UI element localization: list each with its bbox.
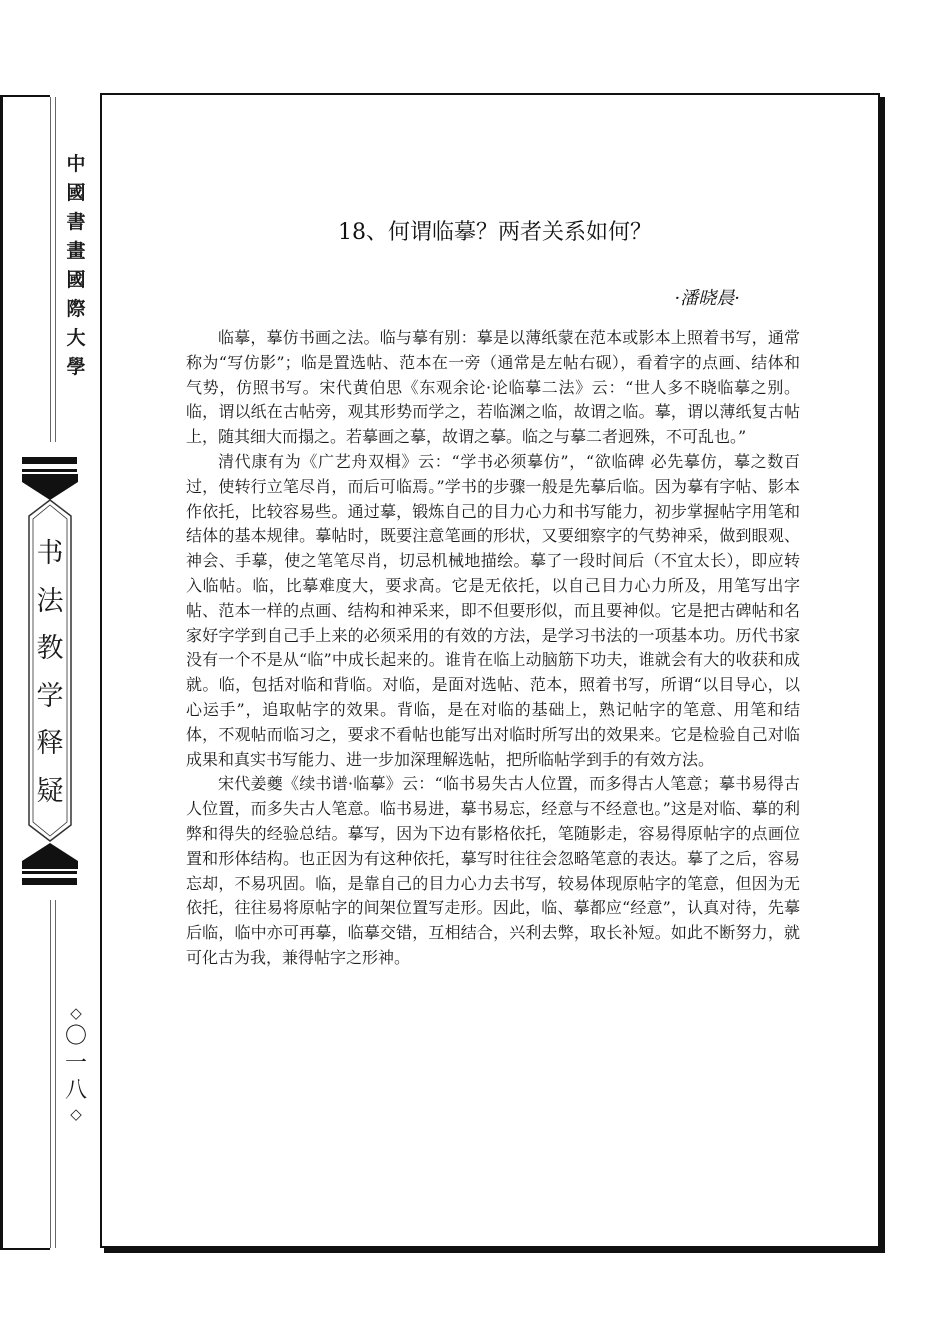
diamond-icon: ◇ [70,1105,82,1123]
series-char: 中 [66,153,86,175]
page-number [58,1003,94,1124]
outer-border-top [0,95,50,97]
article-author: ·潘晓晨· [674,288,740,309]
outer-border-left [0,95,3,1250]
series-char: 畫 [66,240,86,262]
spine-band [22,871,77,874]
article-body [186,326,800,971]
spine-band [22,469,77,472]
article-title: 18、何谓临摹？两者关系如何？ [338,220,652,245]
diamond-icon: ◇ [70,1004,82,1022]
series-char: 大 [66,327,86,349]
spine-ornament-bottom [22,843,78,869]
book-title-char: 学 [36,680,64,712]
spine-rule [55,97,56,442]
paragraph: 临摹，摹仿书画之法。临与摹有别：摹是以薄纸蒙在范本或影本上照着书写，通常称为“写仿影”；临是置选帖、范本在一旁（通常是左帖右砚），看着字的点画、结体和气势，仿照书写。宋代黄伯思《东观余论·论临摹二法》云：“世人多不晓临摹之别。临，谓以纸在古帖旁，观其形势而学之，若临渊之临，故谓之临。摹，谓以薄纸复古帖上，随其细大而搨之。若摹画之摹，故谓之摹。临之与摹二者迥殊，不可乱也。” [186,328,800,447]
series-char: 際 [66,298,86,320]
series-char: 學 [66,356,86,378]
book-title-char: 疑 [36,775,64,807]
series-char: 國 [66,269,86,291]
series-name [58,150,94,382]
book-title-char: 法 [36,585,64,617]
series-char: 書 [66,211,86,233]
outer-border-bottom [0,1248,50,1250]
book-title-char: 书 [36,538,64,569]
spine-band [22,457,77,464]
book-title [27,530,73,815]
book-title-char: 教 [36,633,64,664]
spine-rule [55,900,56,1248]
spine-ornament-top [22,474,78,500]
spine-rule [50,900,51,1248]
paragraph: 宋代姜夔《续书谱·临摹》云：“临书易失古人位置，而多得古人笔意；摹书易得古人位置，而多失古人笔意。临书易进，摹书易忘，经意与不经意也。”这是对临、摹的利弊和得失的经验总结。摹写，因为下边有影格依托，笔随影走，容易得原帖字的点画位置和形体结构。也正因为有这种依托，摹写时往往会忽略笔意的表达。摹了之后，容易忘却，不易巩固。临，是靠自己的目力心力去书写，较易体现原帖字的笔意，但因为无依托，往往易将原帖字的间架位置写走形。因此，临、摹都应“经意”，认真对待，先摹后临，临中亦可再摹，临摹交错，互相结合，兴利去弊，取长补短。如此不断努力，就可化古为我，兼得帖字之形神。 [186,774,800,967]
page-number-char: 八 [64,1078,87,1103]
page-number-char: 一 [64,1051,87,1076]
page-number-char: 〇 [64,1024,87,1049]
frame-shadow [880,97,885,1253]
frame-shadow [104,1248,885,1253]
spine-rule [50,97,51,442]
series-char: 國 [66,182,86,204]
paragraph: 清代康有为《广艺舟双楫》云：“学书必须摹仿”，“欲临碑 必先摹仿，摹之数百过，使转行立笔尽肖，而后可临焉。”学书的步骤一般是先摹后临。因为摹有字帖、影本作依托，比较容易些。通过摹，锻炼自己的目力心力和书写能力，初步掌握帖字用笔和结体的基本规律。摹帖时，既要注意笔画的形状，又要细察字的气势神采，做到眼观、神会、手摹，使之笔笔尽肖，切忌机械地描绘。摹了一段时间后（不宜太长），即应转入临帖。临，比摹难度大，要求高。它是无依托，以自己目力心力所及，用笔写出字帖、范本一样的点画、结构和神采来，即不但要形似，而且要神似。它是把古碑帖和名家好字学到自己手上来的必须采用的有效的方法，是学习书法的一项基本功。历代书家没有一个不是从“临”中成长起来的。谁肯在临上动脑筋下功夫，谁就会有大的收获和成就。临，包括对临和背临。对临，是面对选帖、范本，照着书写，所谓“以目导心，以心运手”，追取帖字的效果。背临，是在对临的基础上，熟记帖字的笔意、用笔和结体，不观帖而临习之，要求不看帖也能写出对临时所写出的效果来。它是检验自己对临成果和真实书写能力、进一步加深理解选帖，把所临帖学到手的有效方法。 [186,451,800,769]
book-title-char: 释 [36,728,64,759]
spine-band [22,878,77,885]
